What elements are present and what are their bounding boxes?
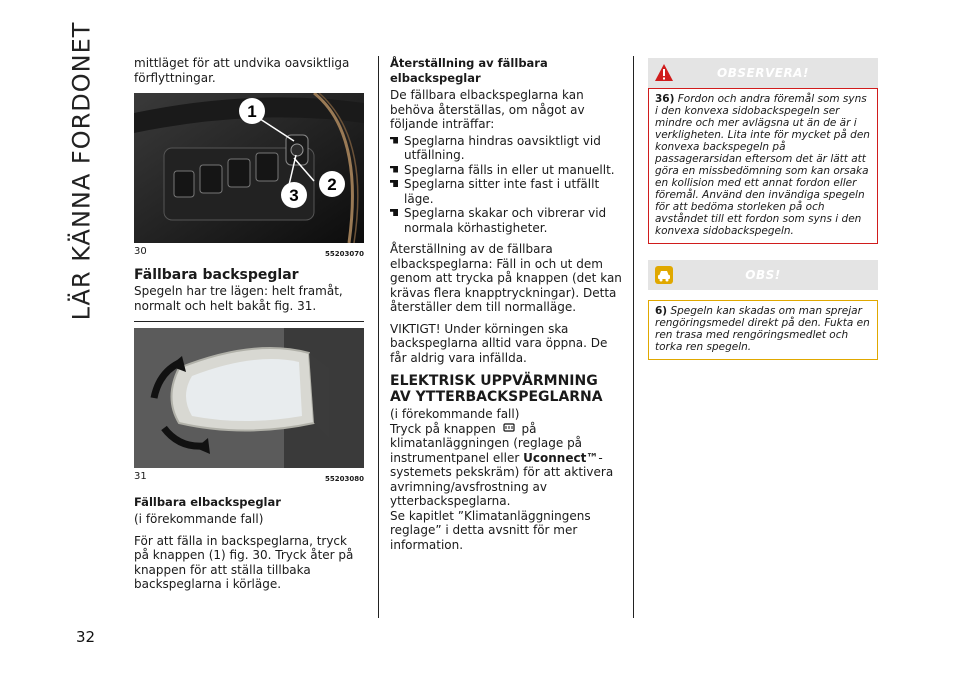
column-divider (378, 56, 379, 618)
figure-number: 30 (134, 246, 147, 257)
body-text: Tryck på knappen på klimatanläggningen (reglage på instrumentpanel eller Uconnect™-systemets pekskräm) för att aktivera avrimning/avsfrostning av ytterbackspeglarna. (390, 421, 614, 509)
body-text: För att fälla in backspeglarna, tryck på knappen (1) fig. 30. Tryck åter på knappen för att ställa tillbaka backspeglarna i körläge. (134, 533, 354, 591)
list-item: Speglarna fälls in eller ut manuellt. (390, 163, 622, 178)
door-switch-photo (134, 93, 364, 243)
section-heading: Återställning av fällbara elbackspeglar (390, 56, 548, 85)
callout-1: 1 (247, 102, 257, 121)
list-item: Speglarna sitter inte fast i utfällt läge. (390, 177, 622, 206)
body-text: Se kapitlet ”Klimatanläggningens reglage” i detta avsnitt för mer information. (390, 508, 591, 552)
column-divider (633, 56, 634, 618)
chapter-side-title: LÄR KÄNNA FORDONET (67, 21, 96, 321)
warning-title: OBSERVERA! (717, 65, 809, 80)
body-text: Återställning av de fällbara elbackspeglarna: Fäll in och ut dem genom att trycka på knappen (det kan krävas flera knapptryckningar). Detta återställer dem till normalläge. (390, 242, 622, 314)
figure-code: 55203070 (325, 250, 364, 258)
obs-box (648, 300, 878, 360)
figure-rule (134, 321, 364, 322)
section-heading: Fällbara elbackspeglar (134, 494, 281, 509)
section-heading: ELEKTRISK UPPVÄRMNING AV YTTERBACKSPEGLARNA (390, 373, 603, 405)
figure-30 (134, 93, 364, 262)
column-3 (648, 58, 878, 360)
list-item: Speglarna skakar och vibrerar vid normala körhastigheter. (390, 206, 622, 235)
callout-3: 3 (289, 186, 299, 205)
figure-31 (134, 328, 364, 487)
obs-text: 6) Spegeln kan skadas om man sprejar rengöringsmedel direkt på den. Fukta en ren trasa med rengöringsmedlet och torka ren spegeln. (655, 305, 870, 353)
column-2 (390, 56, 622, 559)
important-text: VIKTIGT! Under körningen ska backspeglarna alltid vara öppna. De får aldrig vara infällda. (390, 321, 608, 365)
side-mirror-photo (134, 328, 364, 468)
callout-2: 2 (327, 175, 337, 194)
page-number: 32 (76, 628, 96, 646)
section-heading: Fällbara backspeglar (134, 266, 299, 283)
obs-title: OBS! (745, 267, 781, 282)
list-item: Speglarna hindras oavsiktligt vid utfällning. (390, 134, 622, 163)
intro-text: mittläget för att undvika oavsiktliga förflyttningar. (134, 56, 350, 85)
warning-box (648, 88, 878, 244)
warning-triangle-icon (654, 63, 674, 83)
figure-caption (134, 470, 364, 487)
body-text: (i förekommande fall) (390, 407, 520, 421)
heated-mirror-icon (503, 422, 515, 437)
body-text: De fällbara elbackspeglarna kan behöva återställas, om något av följande inträffar: (390, 88, 585, 131)
body-text: Spegeln har tre lägen: helt framåt, normalt och helt bakåt fig. 31. (134, 284, 343, 313)
warning-text: 36) Fordon och andra föremål som syns i den konvexa sidobackspegeln ser mindre och mer avlägsna ut än de är i verkligheten. Lita inte för mycket på den konvexa backspegeln på passagerarsidan eftersom det är lätt att göra en missbedömning som kan orsaka en kollision med ett annat fordon eller föremål. Använd den invändiga spegeln för att bedöma storleken på och avståndet till ett fordon som syns i den konvexa sidobackspegeln. (655, 93, 870, 237)
obs-header (648, 260, 878, 290)
figure-caption (134, 245, 364, 262)
figure-code: 55203080 (325, 475, 364, 483)
body-text: (i förekommande fall) (134, 512, 264, 526)
column-1 (134, 56, 364, 599)
car-on-road-icon (654, 265, 674, 285)
figure-number: 31 (134, 471, 147, 482)
warning-header (648, 58, 878, 88)
